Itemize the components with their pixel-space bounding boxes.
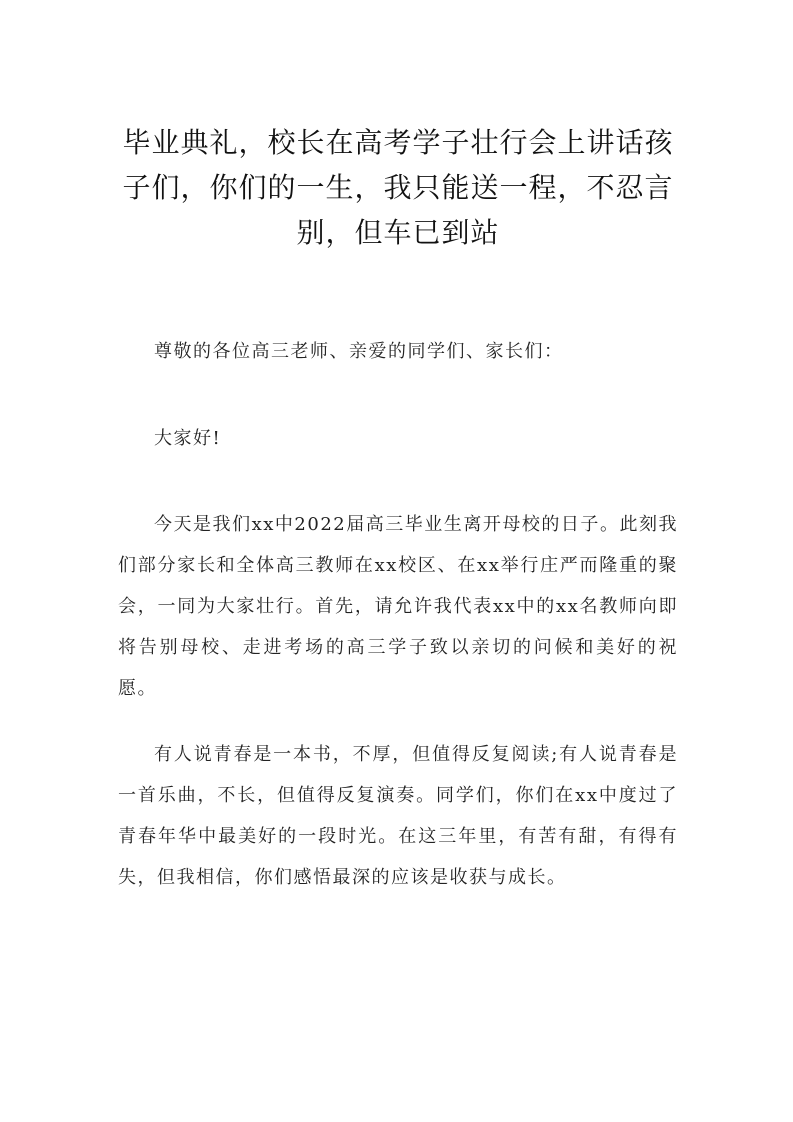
body-paragraph: 有人说青春是一本书，不厚，但值得反复阅读;有人说青春是一首乐曲，不长，但值得反复演奏。同学们，你们在xx中度过了青春年华中最美好的一段时光。在这三年里，有苦有甜，有得有失，但我相信，你们感悟最深的应该是收获与成长。 <box>118 744 678 888</box>
body-paragraph: 今天是我们xx中2022届高三毕业生离开母校的日子。此刻我们部分家长和全体高三教师在xx校区、在xx举行庄严而隆重的聚会，一同为大家壮行。首先，请允许我代表xx中的xx名教师向即将告别母校、走进考场的高三学子致以亲切的问候和美好的祝愿。 <box>118 514 678 699</box>
salutation-paragraph: 尊敬的各位高三老师、亲爱的同学们、家长们： <box>154 341 564 362</box>
greeting-paragraph: 大家好! <box>154 428 222 449</box>
document-title: 毕业典礼，校长在高考学子壮行会上讲话孩子们，你们的一生，我只能送一程，不忍言别，但车已到站 <box>122 126 674 249</box>
